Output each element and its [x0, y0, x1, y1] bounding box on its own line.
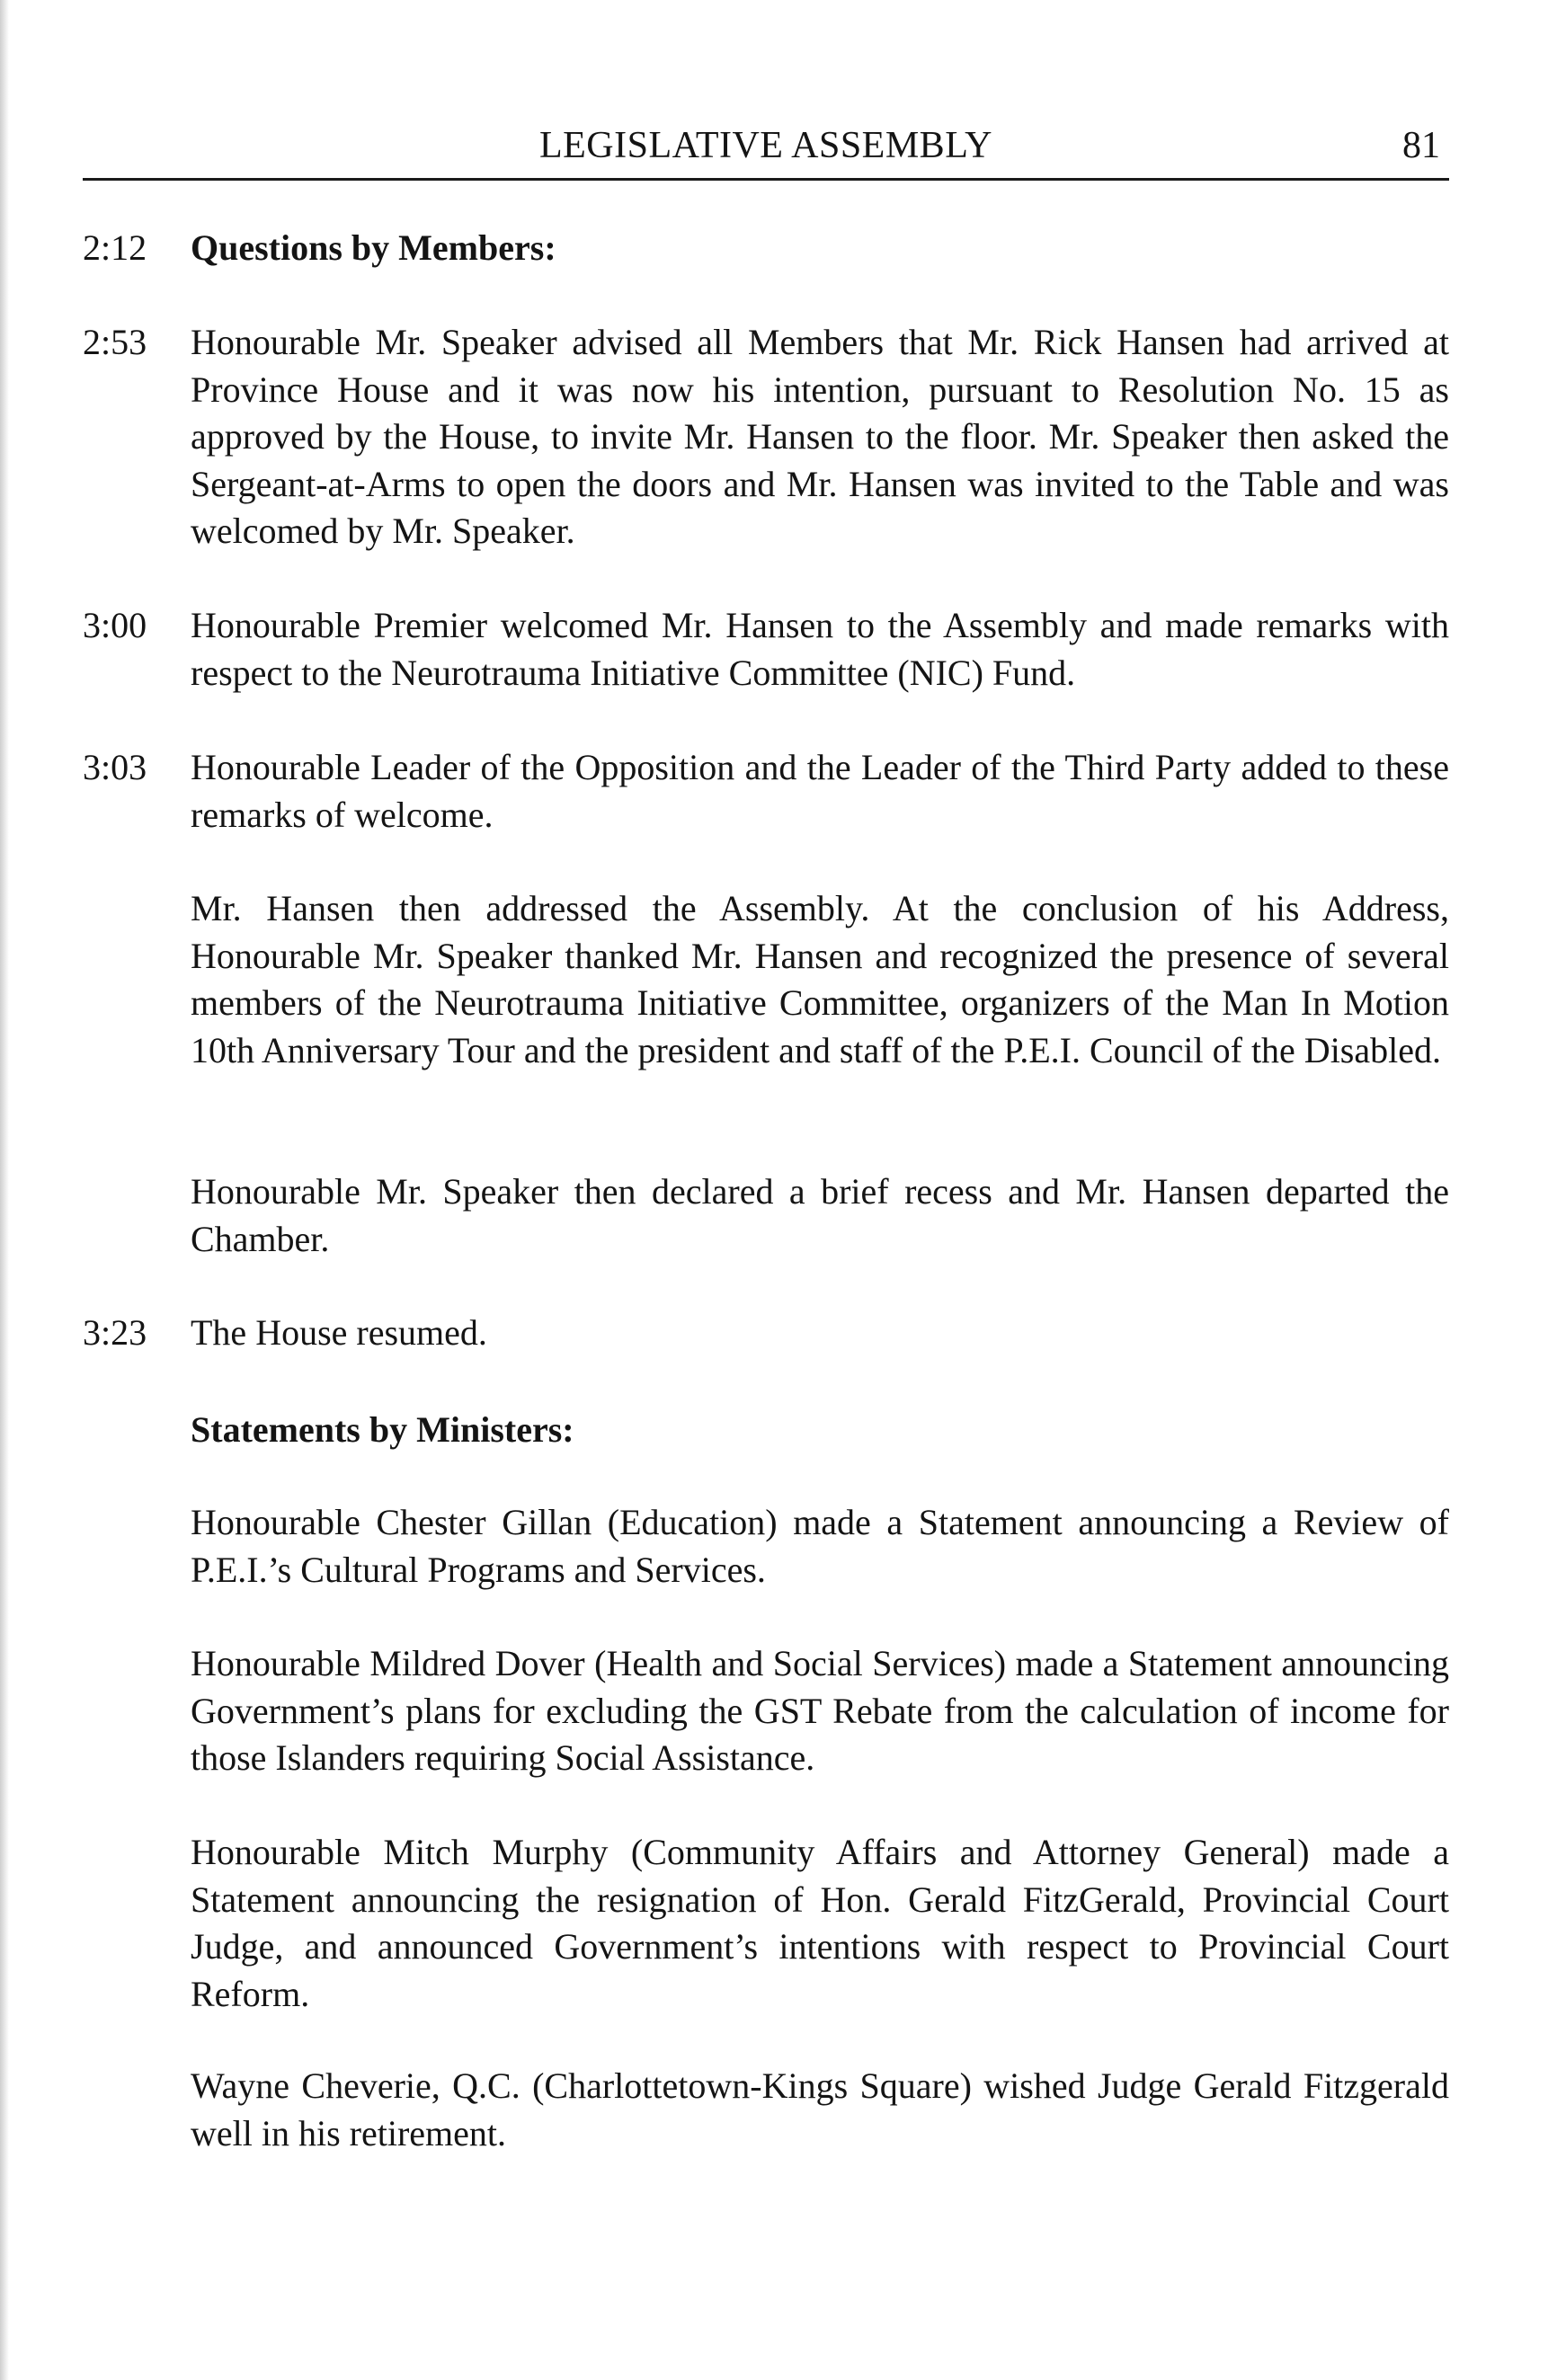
entry-text: Honourable Premier welcomed Mr. Hansen to the Assembly and made remarks with respect to the Neurotrauma Initiative Committee (NIC) Fund.	[191, 605, 1449, 693]
running-header	[83, 124, 1449, 178]
section-heading: Statements by Ministers:	[191, 1409, 574, 1450]
header-rule	[83, 178, 1449, 181]
entry-time: 3:00	[83, 605, 147, 645]
entry-text: Mr. Hansen then addressed the Assembly. At the conclusion of his Address, Honourable Mr. Speaker thanked Mr. Hansen and recognized the presence of several members of the Neurotrauma Initiative Committee, organizers of the Man In Motion 10th Anniversary Tour and the president and staff of the P.E.I. Council of the Disabled.	[191, 888, 1449, 1070]
entry-text: Honourable Leader of the Opposition and the Leader of the Third Party added to these remarks of welcome.	[191, 747, 1449, 835]
entry-text: Honourable Chester Gillan (Education) made a Statement announcing a Review of P.E.I.’s Cultural Programs and Services.	[191, 1502, 1449, 1590]
section-heading: Questions by Members:	[191, 227, 556, 268]
entry-text: Wayne Cheverie, Q.C. (Charlottetown-Kings Square) wished Judge Gerald Fitzgerald well in his retirement.	[191, 2065, 1449, 2154]
entry-text: Honourable Mitch Murphy (Community Affairs and Attorney General) made a Statement announcing the resignation of Hon. Gerald FitzGerald, Provincial Court Judge, and announced Government’s intentions with respect to Provincial Court Reform.	[191, 1832, 1449, 2014]
entry-text: Honourable Mr. Speaker advised all Members that Mr. Rick Hansen had arrived at Province House and it was now his intention, pursuant to Resolution No. 15 as approved by the House, to invite Mr. Hansen to the floor. Mr. Speaker then asked the Sergeant-at-Arms to open the doors and Mr. Hansen was invited to the Table and was welcomed by Mr. Speaker.	[191, 322, 1449, 551]
entry-time: 2:53	[83, 322, 147, 362]
page-binding-shadow	[0, 0, 9, 2380]
entry-text: Honourable Mildred Dover (Health and Social Services) made a Statement announcing Government’s plans for excluding the GST Rebate from the calculation of income for those Islanders requiring Social Assistance.	[191, 1643, 1449, 1778]
entry-time: 3:23	[83, 1312, 147, 1353]
entry-time: 2:12	[83, 227, 147, 268]
header-title: LEGISLATIVE ASSEMBLY	[539, 125, 992, 166]
page-number: 81	[1402, 125, 1440, 166]
entry-time: 3:03	[83, 747, 147, 787]
entry-text: Honourable Mr. Speaker then declared a brief recess and Mr. Hansen departed the Chamber.	[191, 1171, 1449, 1259]
entry-text: The House resumed.	[191, 1312, 487, 1353]
